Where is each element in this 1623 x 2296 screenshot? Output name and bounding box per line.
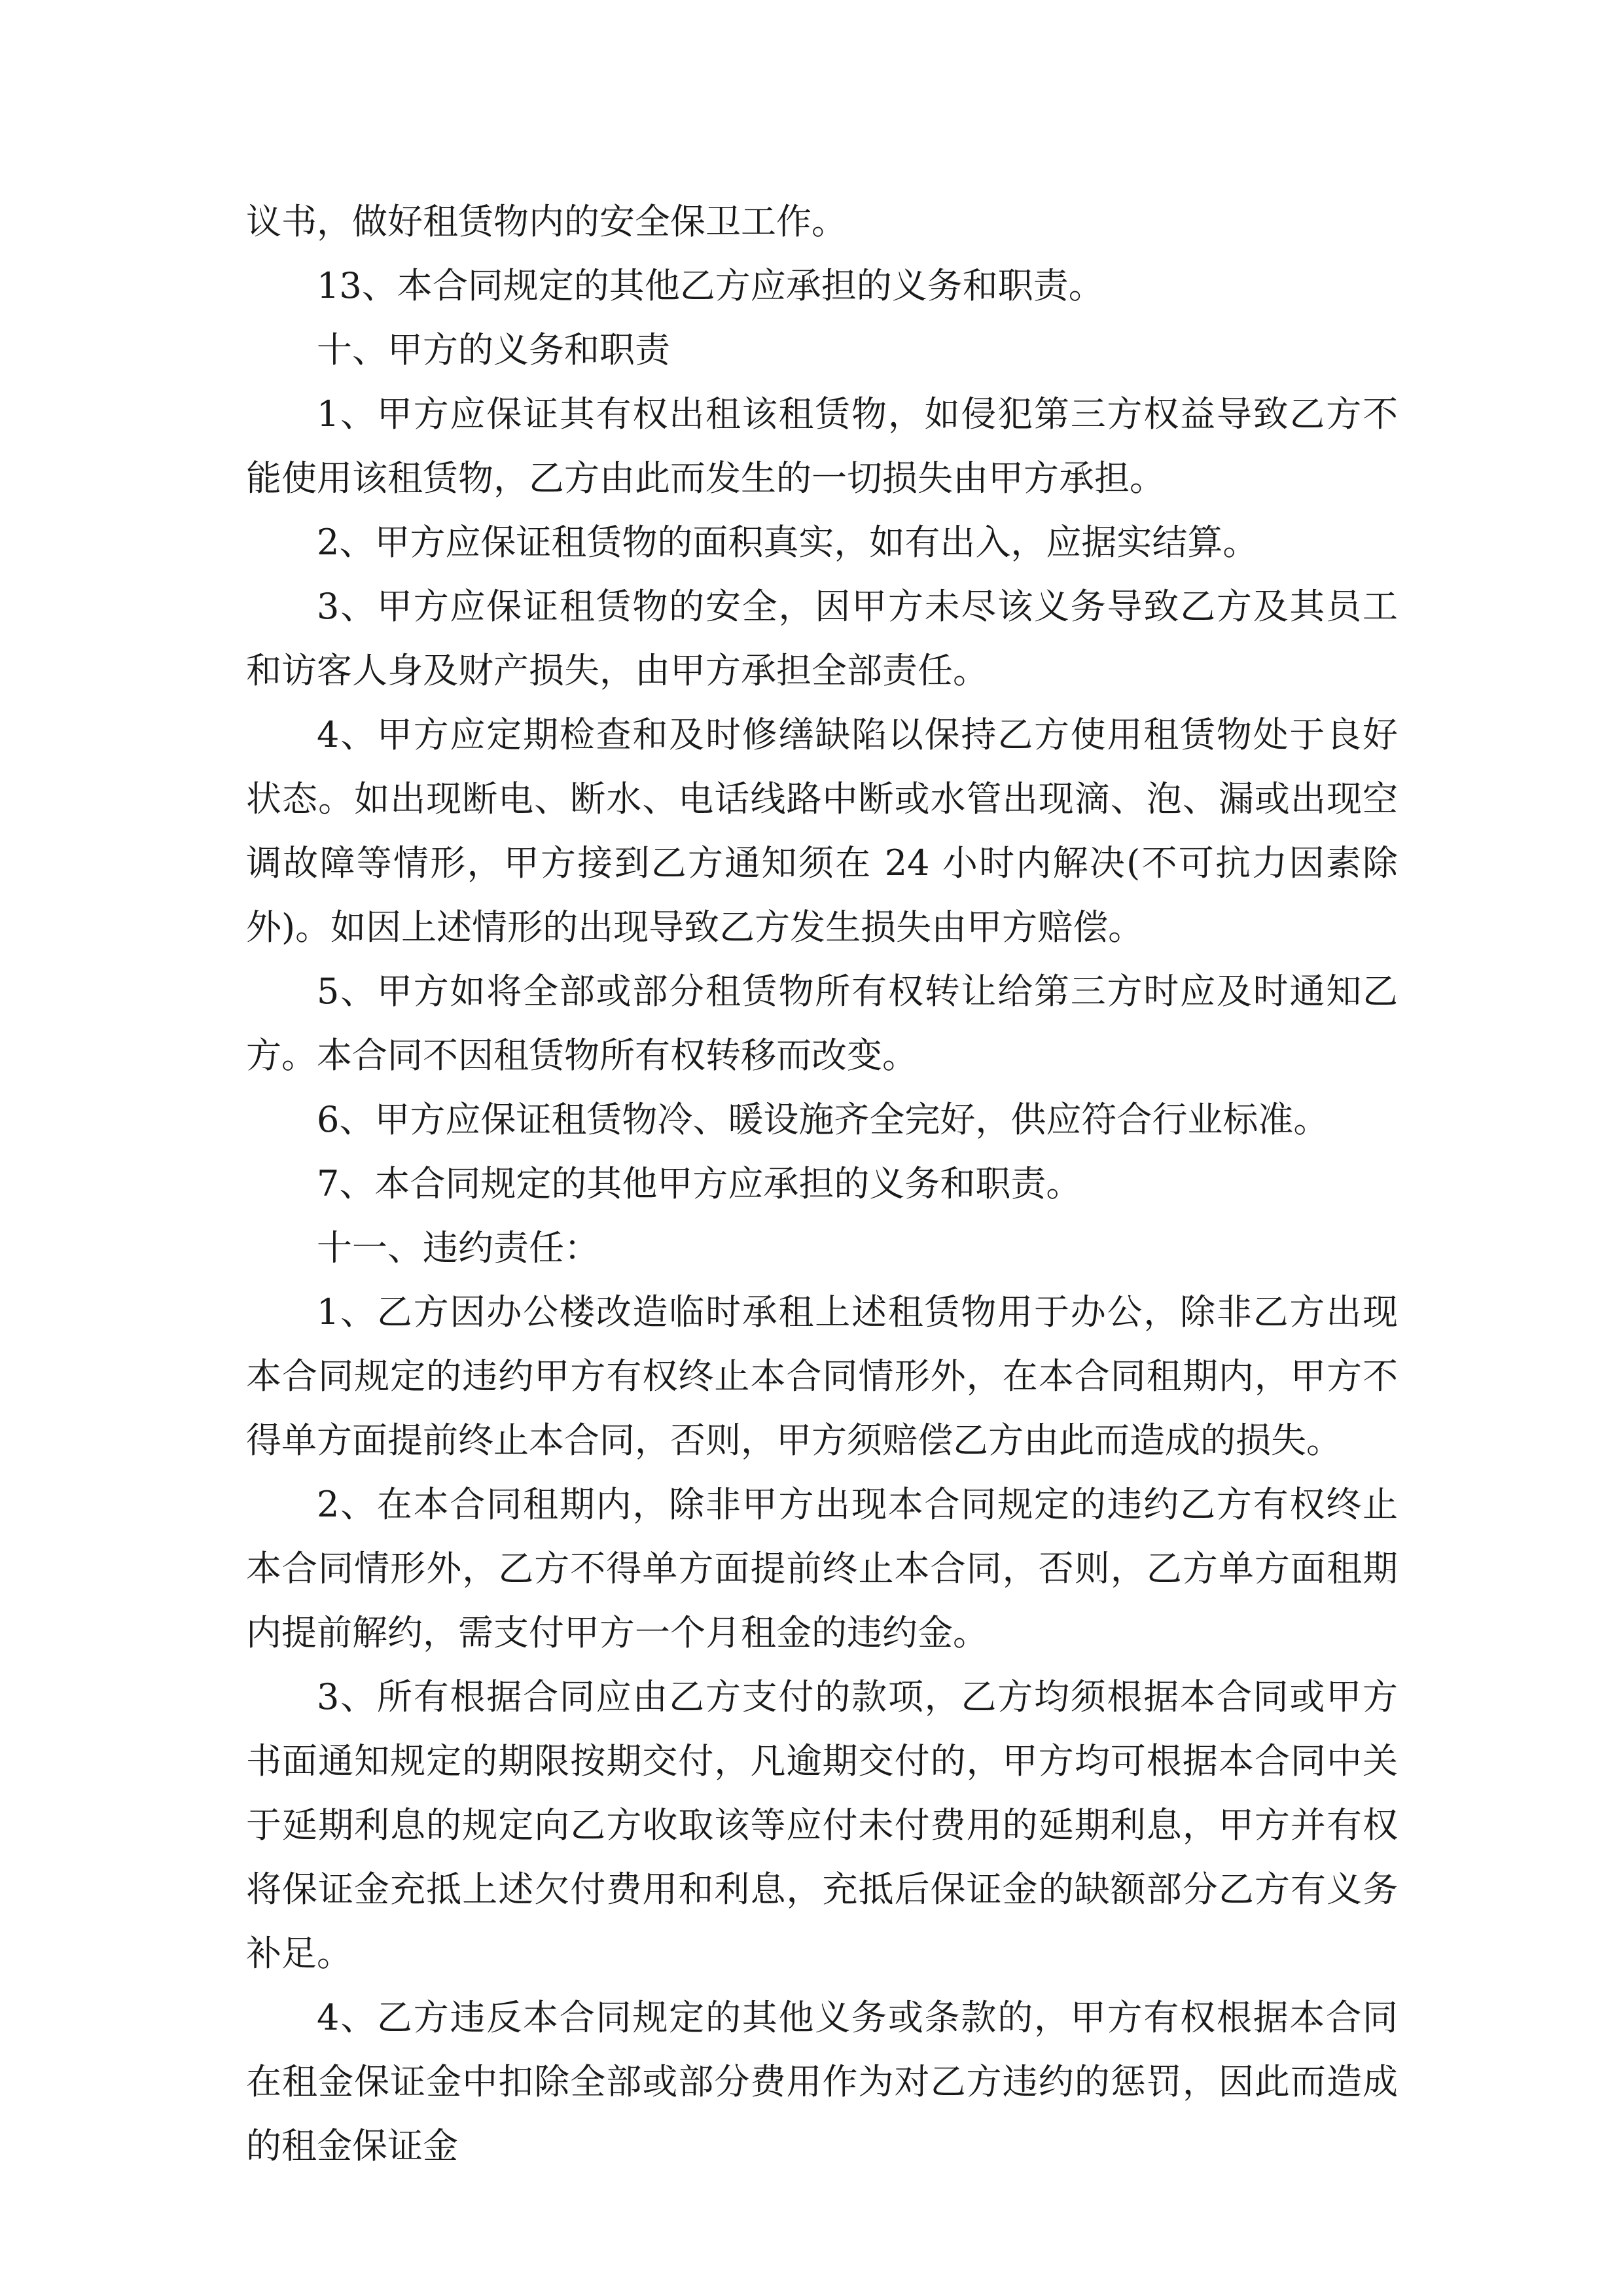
paragraph: 议书，做好租赁物内的安全保卫工作。 [246, 201, 847, 242]
section-heading: 十一、违约责任： [317, 1227, 599, 1268]
paragraph: 2、甲方应保证租赁物的面积真实，如有出入，应据实结算。 [317, 522, 1258, 563]
section-heading: 十、甲方的义务和职责 [317, 329, 670, 370]
paragraph: 3、甲方应保证租赁物的安全，因甲方未尽该义务导致乙方及其员工和访客人身及财产损失，由甲方承担全部责任。 [246, 586, 1398, 691]
paragraph: 5、甲方如将全部或部分租赁物所有权转让给第三方时应及时通知乙方。本合同不因租赁物所有权转移而改变。 [246, 971, 1398, 1076]
paragraph: 1、甲方应保证其有权出租该租赁物，如侵犯第三方权益导致乙方不能使用该租赁物，乙方由此而发生的一切损失由甲方承担。 [246, 393, 1398, 499]
paragraph: 4、乙方违反本合同规定的其他义务或条款的，甲方有权根据本合同在租金保证金中扣除全部或部分费用作为对乙方违约的惩罚，因此而造成的租金保证金 [246, 1997, 1398, 2166]
paragraph: 2、在本合同租期内，除非甲方出现本合同规定的违约乙方有权终止本合同情形外，乙方不得单方面提前终止本合同，否则，乙方单方面租期内提前解约，需支付甲方一个月租金的违约金。 [246, 1484, 1398, 1653]
paragraph: 1、乙方因办公楼改造临时承租上述租赁物用于办公，除非乙方出现本合同规定的违约甲方有权终止本合同情形外，在本合同租期内，甲方不得单方面提前终止本合同，否则，甲方须赔偿乙方由此而造成的损失。 [246, 1291, 1398, 1461]
paragraph: 6、甲方应保证租赁物冷、暖设施齐全完好，供应符合行业标准。 [317, 1099, 1329, 1140]
paragraph: 3、所有根据合同应由乙方支付的款项，乙方均须根据本合同或甲方书面通知规定的期限按期交付，凡逾期交付的，甲方均可根据本合同中关于延期利息的规定向乙方收取该等应付未付费用的延期利息，甲方并有权将保证金充抵上述欠付费用和利息，充抵后保证金的缺额部分乙方有义务补足。 [246, 1676, 1398, 1974]
paragraph: 13、本合同规定的其他乙方应承担的义务和职责。 [317, 265, 1104, 306]
paragraph: 7、本合同规定的其他甲方应承担的义务和职责。 [317, 1163, 1082, 1204]
document-body [246, 190, 1398, 2178]
paragraph: 4、甲方应定期检查和及时修缮缺陷以保持乙方使用租赁物处于良好状态。如出现断电、断水、电话线路中断或水管出现滴、泡、漏或出现空调故障等情形，甲方接到乙方通知须在 24 小时内解决(不可抗力因素除外)。如因上述情形的出现导致乙方发生损失由甲方赔偿。 [246, 714, 1398, 948]
